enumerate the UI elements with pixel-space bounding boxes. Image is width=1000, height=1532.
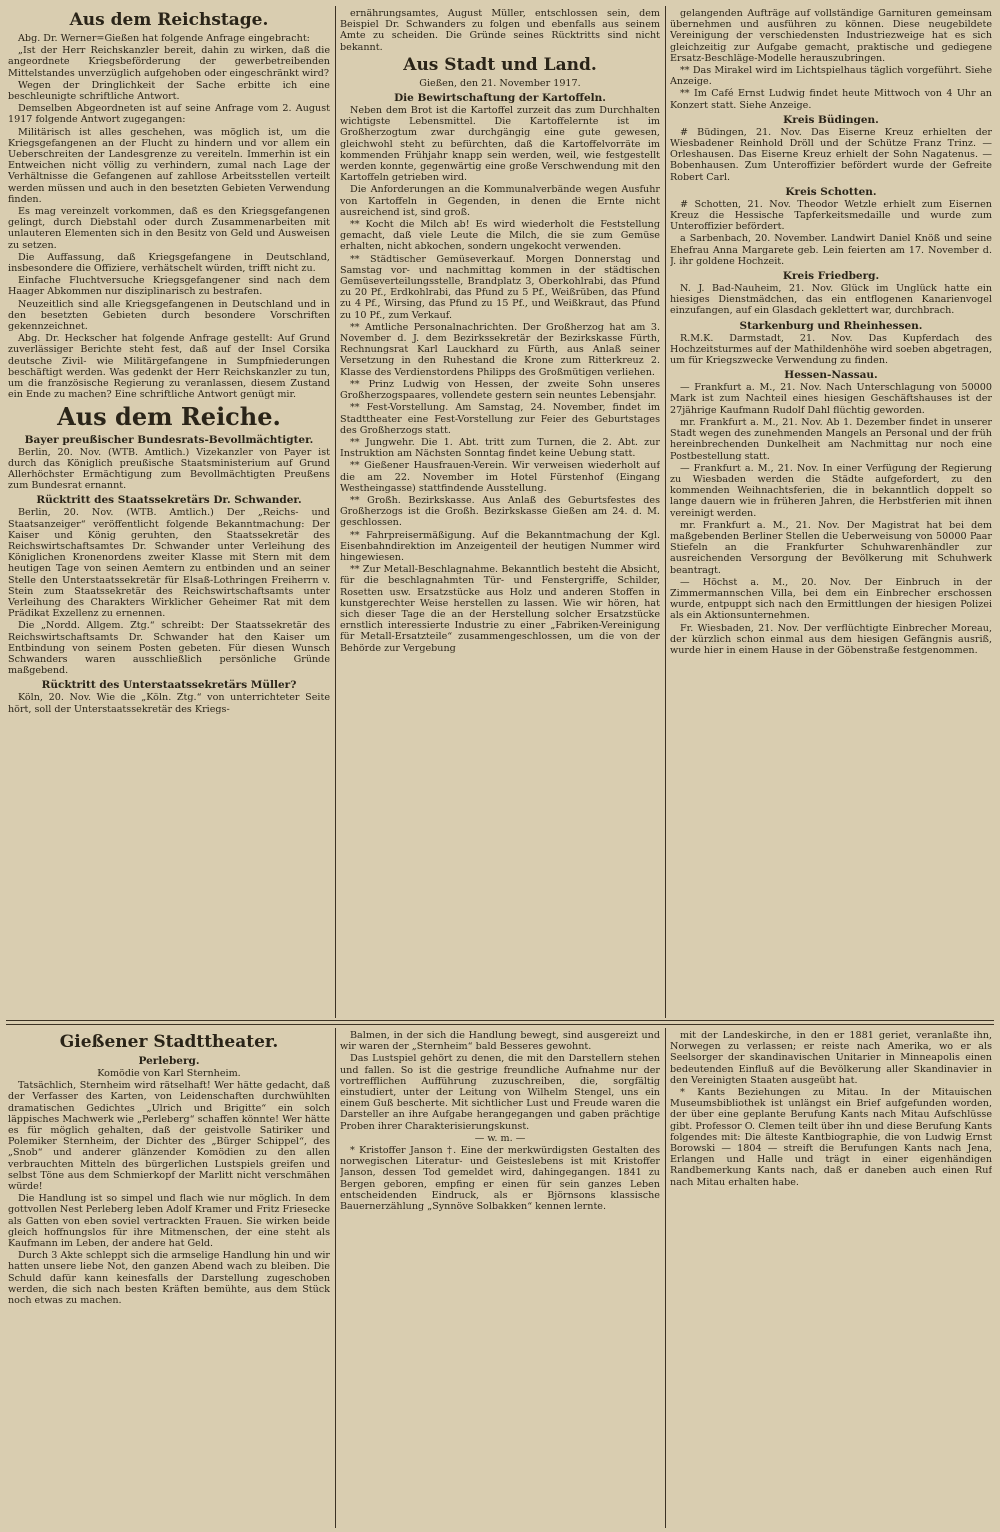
heading-reiche: Aus dem Reiche. bbox=[57, 401, 281, 431]
article-text: * Kristoffer Janson †. Eine der merkwürdigsten Gestalten des norwegischen Literatur- und Geisteslebens ist mit Kristoffer Janson, dessen Tod gemeldet wird, dahingegangen. 1841 zu Bergen geboren, empfing er einen für sein ganzes Leben entscheidenden Eindruck, als er Björnsons klassische Bauernerzählung „Synnöve Solbakken“ kennen lernte. bbox=[340, 1145, 660, 1213]
subheading: Rücktritt des Unterstaatssekretärs Müller? bbox=[41, 679, 297, 692]
article-text: # Büdingen, 21. Nov. Das Eiserne Kreuz erhielten der Wiesbadener Reinhold Dröll und der Schütze Franz Trinz. — Orleshausen. Das Eiserne Kreuz erhielt der Sohn Nagatenus. — Bobenhausen. Zum Unteroffizier befördert wurde der Gefreite Robert Carl. bbox=[670, 126, 992, 183]
article-text: ** Im Café Ernst Ludwig findet heute Mittwoch von 4 Uhr an Konzert statt. Siehe Anzeige. bbox=[670, 88, 992, 111]
column-theater bbox=[8, 1030, 330, 1526]
article-text: — Frankfurt a. M., 21. Nov. In einer Verfügung der Regierung zu Wiesbaden werden die Städte aufgefordert, zu den kommenden Weihnachtsferien, die in bekanntlich doppelt so lange dauern wie in früheren Jahren, die Herbstferien mit ihnen vereinigt werden. bbox=[670, 462, 992, 519]
article-text: ** Jungwehr. Die 1. Abt. tritt zum Turnen, die 2. Abt. zur Instruktion am Nächsten Sonntag findet keine Uebung statt. bbox=[340, 436, 660, 460]
article-text: Die „Nordd. Allgem. Ztg.“ schreibt: Der Staatssekretär des Reichswirtschaftsamts Dr. Schwander hat den Kaiser um Entbindung von seinem Posten gebeten. Für diesen Wunsch Schwanders waren ausschließlich persönliche Gründe maßgebend. bbox=[8, 620, 330, 677]
article-text: ** Großh. Bezirkskasse. Aus Anlaß des Geburtsfestes des Großherzogs ist die Großh. Bezirkskasse Gießen am 24. d. M. geschlossen. bbox=[340, 494, 660, 529]
article-text: Militärisch ist alles geschehen, was möglich ist, um die Kriegsgefangenen an der Flucht zu hindern und vor allem ein Ueberschreiten der Landesgrenze zu vereiteln. Immerhin ist ein Entweichen nicht völlig zu verhindern, zumal nach Lage der Verhältnisse die Gefangenen auf zahllose Arbeitsstellen verteilt werden müssen und auch in den besetzten Gebieten Verwendung finden. bbox=[8, 126, 330, 205]
article-text: mr. Frankfurt a. M., 21. Nov. Ab 1. Dezember findet in unserer Stadt wegen des zunehmenden Mangels an Personal und der früh hereinbrechenden Dunkelheit am Nachmittag nur noch eine Postbestellung statt. bbox=[670, 416, 992, 462]
article-text: „Ist der Herr Reichskanzler bereit, dahin zu wirken, daß die angeordnete Kriegsbeförderung der gewerbetreibenden Mittelstandes unverzüglich aufgehoben oder eingeschränkt wird? bbox=[8, 45, 330, 79]
article-text: ** Gießener Hausfrauen-Verein. Wir verweisen wiederholt auf die am 22. November im Hotel Fürstenhof (Eingang Westheingasse) stattfindende Ausstellung. bbox=[340, 460, 660, 494]
article-text: — Frankfurt a. M., 21. Nov. Nach Unterschlagung von 50000 Mark ist zum Nachteil eines hiesigen Geschäftshauses ist der 27jährige Kaufmann Rudolf Dahl flüchtig geworden. bbox=[670, 382, 992, 416]
play-author: Komödie von Karl Sternheim. bbox=[97, 1068, 241, 1079]
article-text: — Höchst a. M., 20. Nov. Der Einbruch in der Zimmermannschen Villa, bei dem ein Einbrecher erschossen wurde, entpuppt sich nach den Ermittlungen der hiesigen Polizei als ein Aktionsunternehmen. bbox=[670, 576, 992, 622]
article-text: Einfache Fluchtversuche Kriegsgefangener sind nach dem Haager Abkommen nur disziplinarisch zu bestrafen. bbox=[8, 275, 330, 298]
article-text: N. J. Bad-Nauheim, 21. Nov. Glück im Unglück hatte ein hiesiges Dienstmädchen, das ein entflogenen Kanarienvogel einzufangen, auf ein Glasdach geklettert war, durchbrach. bbox=[670, 283, 992, 317]
subheading: Rücktritt des Staatssekretärs Dr. Schwander. bbox=[36, 494, 302, 507]
subheading: Bayer preußischer Bundesrats-Bevollmächtigter. bbox=[24, 433, 314, 446]
article-text: Balmen, in der sich die Handlung bewegt, sind ausgereizt und wir waren der „Sternheim“ bald Besseres gewohnt. bbox=[340, 1030, 660, 1053]
column-rule bbox=[335, 6, 336, 1018]
article-text: gelangenden Aufträge auf vollständige Garnituren gemeinsam übernehmen und ausführen zu können. Diese neugebildete Vereinigung der verschiedensten Industriezweige hat es sich gleichzeitig zur Aufgabe gemacht, praktische und gediegene Ersatz-Beschläge-Modelle herauszubringen. bbox=[670, 8, 992, 64]
article-text: Die Anforderungen an die Kommunalverbände wegen Ausfuhr von Kartoffeln in Gegenden, in denen die Ernte nicht ausreichend ist, sind groß. bbox=[340, 184, 660, 218]
article-text: Abg. Dr. Werner=Gießen hat folgende Anfrage eingebracht: bbox=[18, 33, 310, 44]
article-text: Abg. Dr. Heckscher hat folgende Anfrage gestellt: Auf Grund zuverlässiger Berichte steht fest, daß auf der Insel Corsika deutsche Zivil- wie Militärgefangene in Sumpfniederungen beschäftigt werden. Was gedenkt der Herr Reichskanzler zu tun, um die französische Regierung zu veranlassen, diesem Zustand ein Ende zu machen? Eine schriftliche Antwort genügt mir. bbox=[8, 333, 330, 401]
article-text: Berlin, 20. Nov. (WTB. Amtlich.) Der „Reichs- und Staatsanzeiger“ veröffentlicht folgende Bekanntmachung: Der Kaiser und König geruhten, den Staatssekretär des Reichswirtschaftsamtes Dr. Schwander unter Verleihung des Königlichen Kronenordens zweiter Klasse mit Stern mit dem heutigen Tage von seinen Aemtern zu entbinden und an seiner Stelle den Unterstaatssekretär für Elsaß-Lothringen Freiherrn v. Stein zum Staatssekretär des Reichswirtschaftsamts unter Verleihung des Charakters Wirklicher Geheimer Rat mit dem Prädikat Exzellenz zu ernennen. bbox=[8, 507, 330, 620]
article-text: # Schotten, 21. Nov. Theodor Wetzle erhielt zum Eisernen Kreuz die Hessische Tapferkeitsmedaille und wurde zum Unteroffizier befördert. bbox=[670, 198, 992, 233]
play-title: Perleberg. bbox=[138, 1055, 200, 1067]
column-rule bbox=[665, 1028, 666, 1528]
article-text: ** Amtliche Personalnachrichten. Der Großherzog hat am 3. November d. J. dem Bezirkssekretär der Bezirkskasse Fürth, Rechnungsrat Karl Lauckhard zu Fürth, aus Anlaß seiner Versetzung in den Ruhestand die Krone zum Ritterkreuz 2. Klasse des Verdienstordens Philipps des Großmütigen verliehen. bbox=[340, 321, 660, 378]
article-text: Berlin, 20. Nov. (WTB. Amtlich.) Vizekanzler von Payer ist durch das Königlich preußische Staatsministerium auf Grund Allerhöchster Ermächtigung zum Bevollmächtigten Preußens zum Bundesrat ernannt. bbox=[8, 446, 330, 492]
subheading: Kreis Schotten. bbox=[785, 185, 877, 198]
article-text: ** Fahrpreisermäßigung. Auf die Bekanntmachung der Kgl. Eisenbahndirektion im Anzeigenteil der heutigen Nummer wird hingewiesen. bbox=[340, 529, 660, 563]
heading-theater: Gießener Stadttheater. bbox=[59, 1032, 279, 1052]
column-rule bbox=[335, 1028, 336, 1528]
article-text: ** Städtischer Gemüseverkauf. Morgen Donnerstag und Samstag vor- und nachmittag kommen in der städtischen Gemüseverteilungsstelle, Brandplatz 3, Oberkohlrabi, das Pfund zu 20 Pf., Erdkohlrabi, das Pfund zu 5 Pf., Weißrüben, das Pfund zu 4 Pf., Wirsing, das Pfund zu 15 Pf., und Weißkraut, das Pfund zu 10 Pf., zum Verkauf. bbox=[340, 253, 660, 321]
subheading: Starkenburg und Rheinhessen. bbox=[739, 319, 923, 332]
article-text: ernährungsamtes, August Müller, entschlossen sein, dem Beispiel Dr. Schwanders zu folgen und ebenfalls aus seinem Amte zu scheiden. Die Gründe seines Rücktritts sind nicht bekannt. bbox=[340, 8, 660, 53]
subheading: Kreis Friedberg. bbox=[782, 270, 880, 283]
article-text: Durch 3 Akte schleppt sich die armselige Handlung hin und wir hatten unsere liebe Not, den ganzen Abend wach zu bleiben. Die Schuld dafür kann keinesfalls der Darstellung zugeschoben werden, die sich nach besten Kräften bemühte, aus dem Stück noch etwas zu machen. bbox=[8, 1250, 330, 1307]
article-text: Wegen der Dringlichkeit der Sache erbitte ich eine beschleunigte schriftliche Antwort. bbox=[8, 79, 330, 103]
dateline: Gießen, den 21. November 1917. bbox=[419, 77, 581, 89]
signature: — w. m. — bbox=[474, 1132, 526, 1144]
article-text: Es mag vereinzelt vorkommen, daß es den Kriegsgefangenen gelingt, durch Diebstahl oder durch Zusammenarbeiten mit unlauteren Elementen sich in den Besitz von Geld und Ausweisen zu setzen. bbox=[8, 206, 330, 251]
article-text: Köln, 20. Nov. Wie die „Köln. Ztg.“ von unterrichteter Seite hört, soll der Unterstaatssekretär des Kriegs- bbox=[8, 692, 330, 715]
article-text: Fr. Wiesbaden, 21. Nov. Der verflüchtigte Einbrecher Moreau, der kürzlich schon einmal aus dem hiesigen Gefängnis ausriß, wurde hier in einem Hause in der Göbenstraße festgenommen. bbox=[670, 622, 992, 656]
article-text: mr. Frankfurt a. M., 21. Nov. Der Magistrat hat bei dem maßgebenden Berliner Stellen die Ueberweisung von 50000 Paar Stiefeln an die Frankfurter Schuhwarenhändler zur ausreichenden Versorgung der Bevölkerung mit Schuhwerk beantragt. bbox=[670, 519, 992, 576]
article-text: Die Auffassung, daß Kriegsgefangene in Deutschland, insbesondere die Offiziere, verhätschelt würden, trifft nicht zu. bbox=[8, 251, 330, 275]
article-text: Die Handlung ist so simpel und flach wie nur möglich. In dem gottvollen Nest Perleberg leben Adolf Kramer und Fritz Friesecke als Gatten von eben soviel vertrackten Frauen. Sie wirken beide gleich hoffnungslos für ihre Mitmenschen, der eine steht als Kaufmann im Leben, der andere hat Geld. bbox=[8, 1193, 330, 1250]
column-reichstag bbox=[8, 8, 330, 1016]
subheading: Hessen-Nassau. bbox=[784, 369, 878, 382]
article-text: R.M.K. Darmstadt, 21. Nov. Das Kupferdach des Hochzeitsturmes auf der Mathildenhöhe wird soeben abgetragen, um für Kriegszwecke Verwendung zu finden. bbox=[670, 332, 992, 367]
article-text: ** Fest-Vorstellung. Am Samstag, 24. November, findet im Stadttheater eine Fest-Vorstellung zur Feier des Geburtstages des Großherzogs statt. bbox=[340, 402, 660, 436]
article-text: Demselben Abgeordneten ist auf seine Anfrage vom 2. August 1917 folgende Antwort zugegangen: bbox=[8, 103, 330, 126]
article-text: ** Zur Metall-Beschlagnahme. Bekanntlich besteht die Absicht, für die beschlagnahmten Tür- und Fenstergriffe, Schilder, Rosetten usw. Ersatzstücke aus Holz und anderen Stoffen in kunstgerechter Weise herstellen zu lassen. Wie wir hören, hat sich dieser Tage die an der Herstellung solcher Ersatzstücke ernstlich interessierte Industrie zu einer „Fabriken-Vereinigung für Metall-Ersatzteile“ zusammengeschlossen, um die von der Behörde zur Vergebung bbox=[340, 564, 660, 654]
article-text: ** Kocht die Milch ab! Es wird wiederholt die Feststellung gemacht, daß viele Leute die Milch, die sie zum Gemüse erhalten, nicht abkochen, sondern ungekocht verwenden. bbox=[340, 219, 660, 253]
heading-reichstag: Aus dem Reichstage. bbox=[69, 10, 269, 30]
article-text: mit der Landeskirche, in den er 1881 geriet, veranlaßte ihn, Norwegen zu verlassen; er reiste nach Amerika, wo er als Seelsorger der skandinavischen Unitarier in Minneapolis einen bedeutenden Einfluß auf die Bevölkerung aller Skandinavier in den Vereinigten Staaten ausgeübt hat. bbox=[670, 1030, 992, 1086]
column-rule bbox=[665, 6, 666, 1018]
article-text: * Kants Beziehungen zu Mitau. In der Mitauischen Museumsbibliothek ist unlängst ein Brief aufgefunden worden, der über eine geplante Berufung Kants nach Mitau Aufschlüsse gibt. Professor O. Clemen teilt über ihn und diese Berufung Kants folgendes mit: Die älteste Kantbiographie, die von Ludwig Ernst Borowski — 1804 — streift die Berufungen Kants nach Jena, Erlangen und Halle und trägt in einer eigenhändigen Randbemerkung Kants nach, daß er daneben auch einen Ruf nach Mitau erhalten habe. bbox=[670, 1087, 992, 1188]
subheading: Kreis Büdingen. bbox=[783, 113, 879, 126]
article-text: ** Prinz Ludwig von Hessen, der zweite Sohn unseres Großherzogspaares, vollendete gestern sein neuntes Lebensjahr. bbox=[340, 378, 660, 402]
article-text: Neben dem Brot ist die Kartoffel zurzeit das zum Durchhalten wichtigste Lebensmittel. Die Kartoffelernte ist im Großherzogtum zwar durchgängig eine gute gewesen, gleichwohl steht zu befürchten, daß die Kartoffelvorräte im kommenden Frühjahr knapp sein werden, weil, wie festgestellt werden konnte, gegenwärtig eine große Verschwendung mit den Kartoffeln getrieben wird. bbox=[340, 105, 660, 184]
article-text: Tatsächlich, Sternheim wird rätselhaft! Wer hätte gedacht, daß der Verfasser des Karten, von Leidenschaften durchwühlten dramatischen Gedichtes „Ulrich und Brigitte“ ein solch läppisches Machwerk wie „Perleberg“ schaffen könnte! Wer hätte es für möglich gehalten, daß der geistvolle Satiriker und Polemiker Sternheim, der Dichter des „Bürger Schippel“, des „Snob“ und anderer glänzender Komödien zu den allen verbrauchten Mitteln des bürgerlichen Lustspiels greifen und selbst Töne aus dem Schmierkopf der Marlitt nicht verschmähen würde! bbox=[8, 1080, 330, 1193]
column-regional bbox=[670, 8, 992, 1016]
article-text: Neuzeitlich sind alle Kriegsgefangenen in Deutschland und in den besetzten Gebieten durch besondere Vorschriften gekennzeichnet. bbox=[8, 298, 330, 333]
column-theater-cont bbox=[340, 1030, 660, 1526]
heading-stadt-land: Aus Stadt und Land. bbox=[403, 54, 597, 75]
article-text: a Sarbenbach, 20. November. Landwirt Daniel Knöß und seine Ehefrau Anna Margarete geb. Lein feierten am 17. November d. J. ihr goldene Hochzeit. bbox=[670, 233, 992, 267]
subheading: Die Bewirtschaftung der Kartoffeln. bbox=[394, 92, 606, 105]
section-divider bbox=[6, 1020, 994, 1025]
column-stadt-land bbox=[340, 8, 660, 1016]
column-feuilleton bbox=[670, 1030, 992, 1526]
article-text: Das Lustspiel gehört zu denen, die mit den Darstellern stehen und fallen. So ist die gestrige freundliche Aufnahme nur der vortrefflichen Aufführung zuzuschreiben, die, sorgfältig einstudiert, unter der Leitung von Wilhelm Stengel, uns ein einem Guß bescherte. Mit sichtlicher Lust und Freude waren die Darsteller an ihre Aufgabe herangegangen und gaben prächtige Proben ihrer Charakterisierungskunst. bbox=[340, 1053, 660, 1132]
article-text: ** Das Mirakel wird im Lichtspielhaus täglich vorgeführt. Siehe Anzeige. bbox=[670, 65, 992, 88]
